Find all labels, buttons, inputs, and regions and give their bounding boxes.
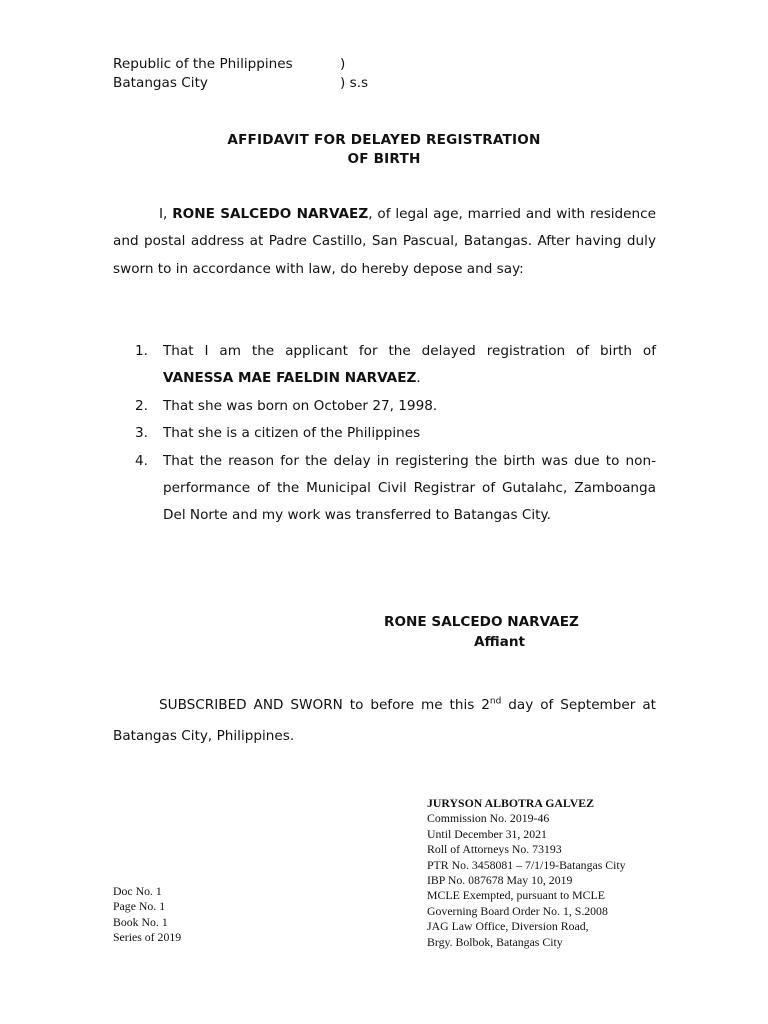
notary-mcle: MCLE Exempted, pursuant to MCLE — [427, 888, 605, 903]
statement-number: 3. — [135, 425, 148, 442]
book-number: Book No. 1 — [113, 914, 168, 929]
jurat-ordinal-suffix: nd — [489, 696, 502, 707]
statement-text: That she is a citizen of the Philippines — [163, 425, 421, 442]
jurat-post: day of September at Batangas City, Philippines. — [113, 697, 656, 744]
statement-text: That the reason for the delay in registering the birth was due to non-performance of the Municipal Civil Registrar of Gutalahc, Zamboanga Del Norte and my work was transferred to Batangas City. — [163, 452, 656, 524]
notary-name: JURYSON ALBOTRA GALVEZ — [427, 796, 594, 810]
child-name: VANESSA MAE FAELDIN NARVAEZ — [163, 370, 417, 387]
notary-office: JAG Law Office, Diversion Road, — [427, 919, 589, 934]
statement-item — [113, 420, 656, 447]
venue-ss: ) s.s — [340, 75, 369, 91]
venue-line-country — [113, 55, 346, 74]
notary-commission: Commission No. 2019-46 — [427, 811, 550, 826]
affiant-name: RONE SALCEDO NARVAEZ — [384, 614, 579, 630]
notary-validity: Until December 31, 2021 — [427, 826, 547, 841]
notary-roll: Roll of Attorneys No. 73193 — [427, 842, 562, 857]
statement-number: 2. — [135, 397, 148, 414]
docket-block — [113, 884, 181, 946]
venue-header — [113, 55, 369, 93]
notary-mcle-order: Governing Board Order No. 1, S.2008 — [427, 903, 608, 918]
affiant-name-inline: RONE SALCEDO NARVAEZ — [172, 206, 369, 222]
statement-number: 4. — [135, 452, 148, 469]
venue-bracket: ) — [340, 56, 346, 72]
intro-rest: , of legal age, married and with residence and postal address at Padre Castillo, San Pascual, Batangas. After having duly sworn to in accordance with law, do hereby depose and say: — [113, 206, 656, 277]
affiant-signature-block — [384, 612, 579, 652]
venue-line-city — [113, 74, 369, 93]
notary-ibp: IBP No. 087678 May 10, 2019 — [427, 873, 573, 888]
series-year: Series of 2019 — [113, 930, 182, 945]
intro-paragraph — [113, 201, 656, 283]
jurat-pre: SUBSCRIBED AND SWORN to before me this 2 — [159, 697, 490, 713]
title-line-1: AFFIDAVIT FOR DELAYED REGISTRATION — [227, 132, 541, 148]
statement-number: 1. — [135, 343, 148, 359]
statement-text: That I am the applicant for the delayed registration of birth of — [163, 343, 656, 359]
title-line-2: OF BIRTH — [347, 151, 421, 167]
affiant-role: Affiant — [474, 634, 526, 650]
intro-pre: I, — [159, 206, 173, 222]
notary-ptr: PTR No. 3458081 – 7/1/19-Batangas City — [427, 857, 626, 872]
document-title — [0, 131, 768, 169]
statement-end: . — [416, 370, 421, 387]
jurat-paragraph — [113, 690, 656, 752]
statement-text: That she was born on October 27, 1998. — [163, 397, 438, 414]
statement-item — [113, 338, 656, 393]
statement-item — [113, 393, 656, 420]
venue-city: Batangas City — [113, 75, 208, 91]
doc-number: Doc No. 1 — [113, 884, 162, 898]
venue-country: Republic of the Philippines — [113, 56, 293, 72]
notary-address: Brgy. Bolbok, Batangas City — [427, 934, 563, 949]
statements-list — [113, 338, 656, 530]
page-number: Page No. 1 — [113, 899, 166, 914]
notary-block — [427, 796, 626, 950]
statement-item — [113, 448, 656, 530]
